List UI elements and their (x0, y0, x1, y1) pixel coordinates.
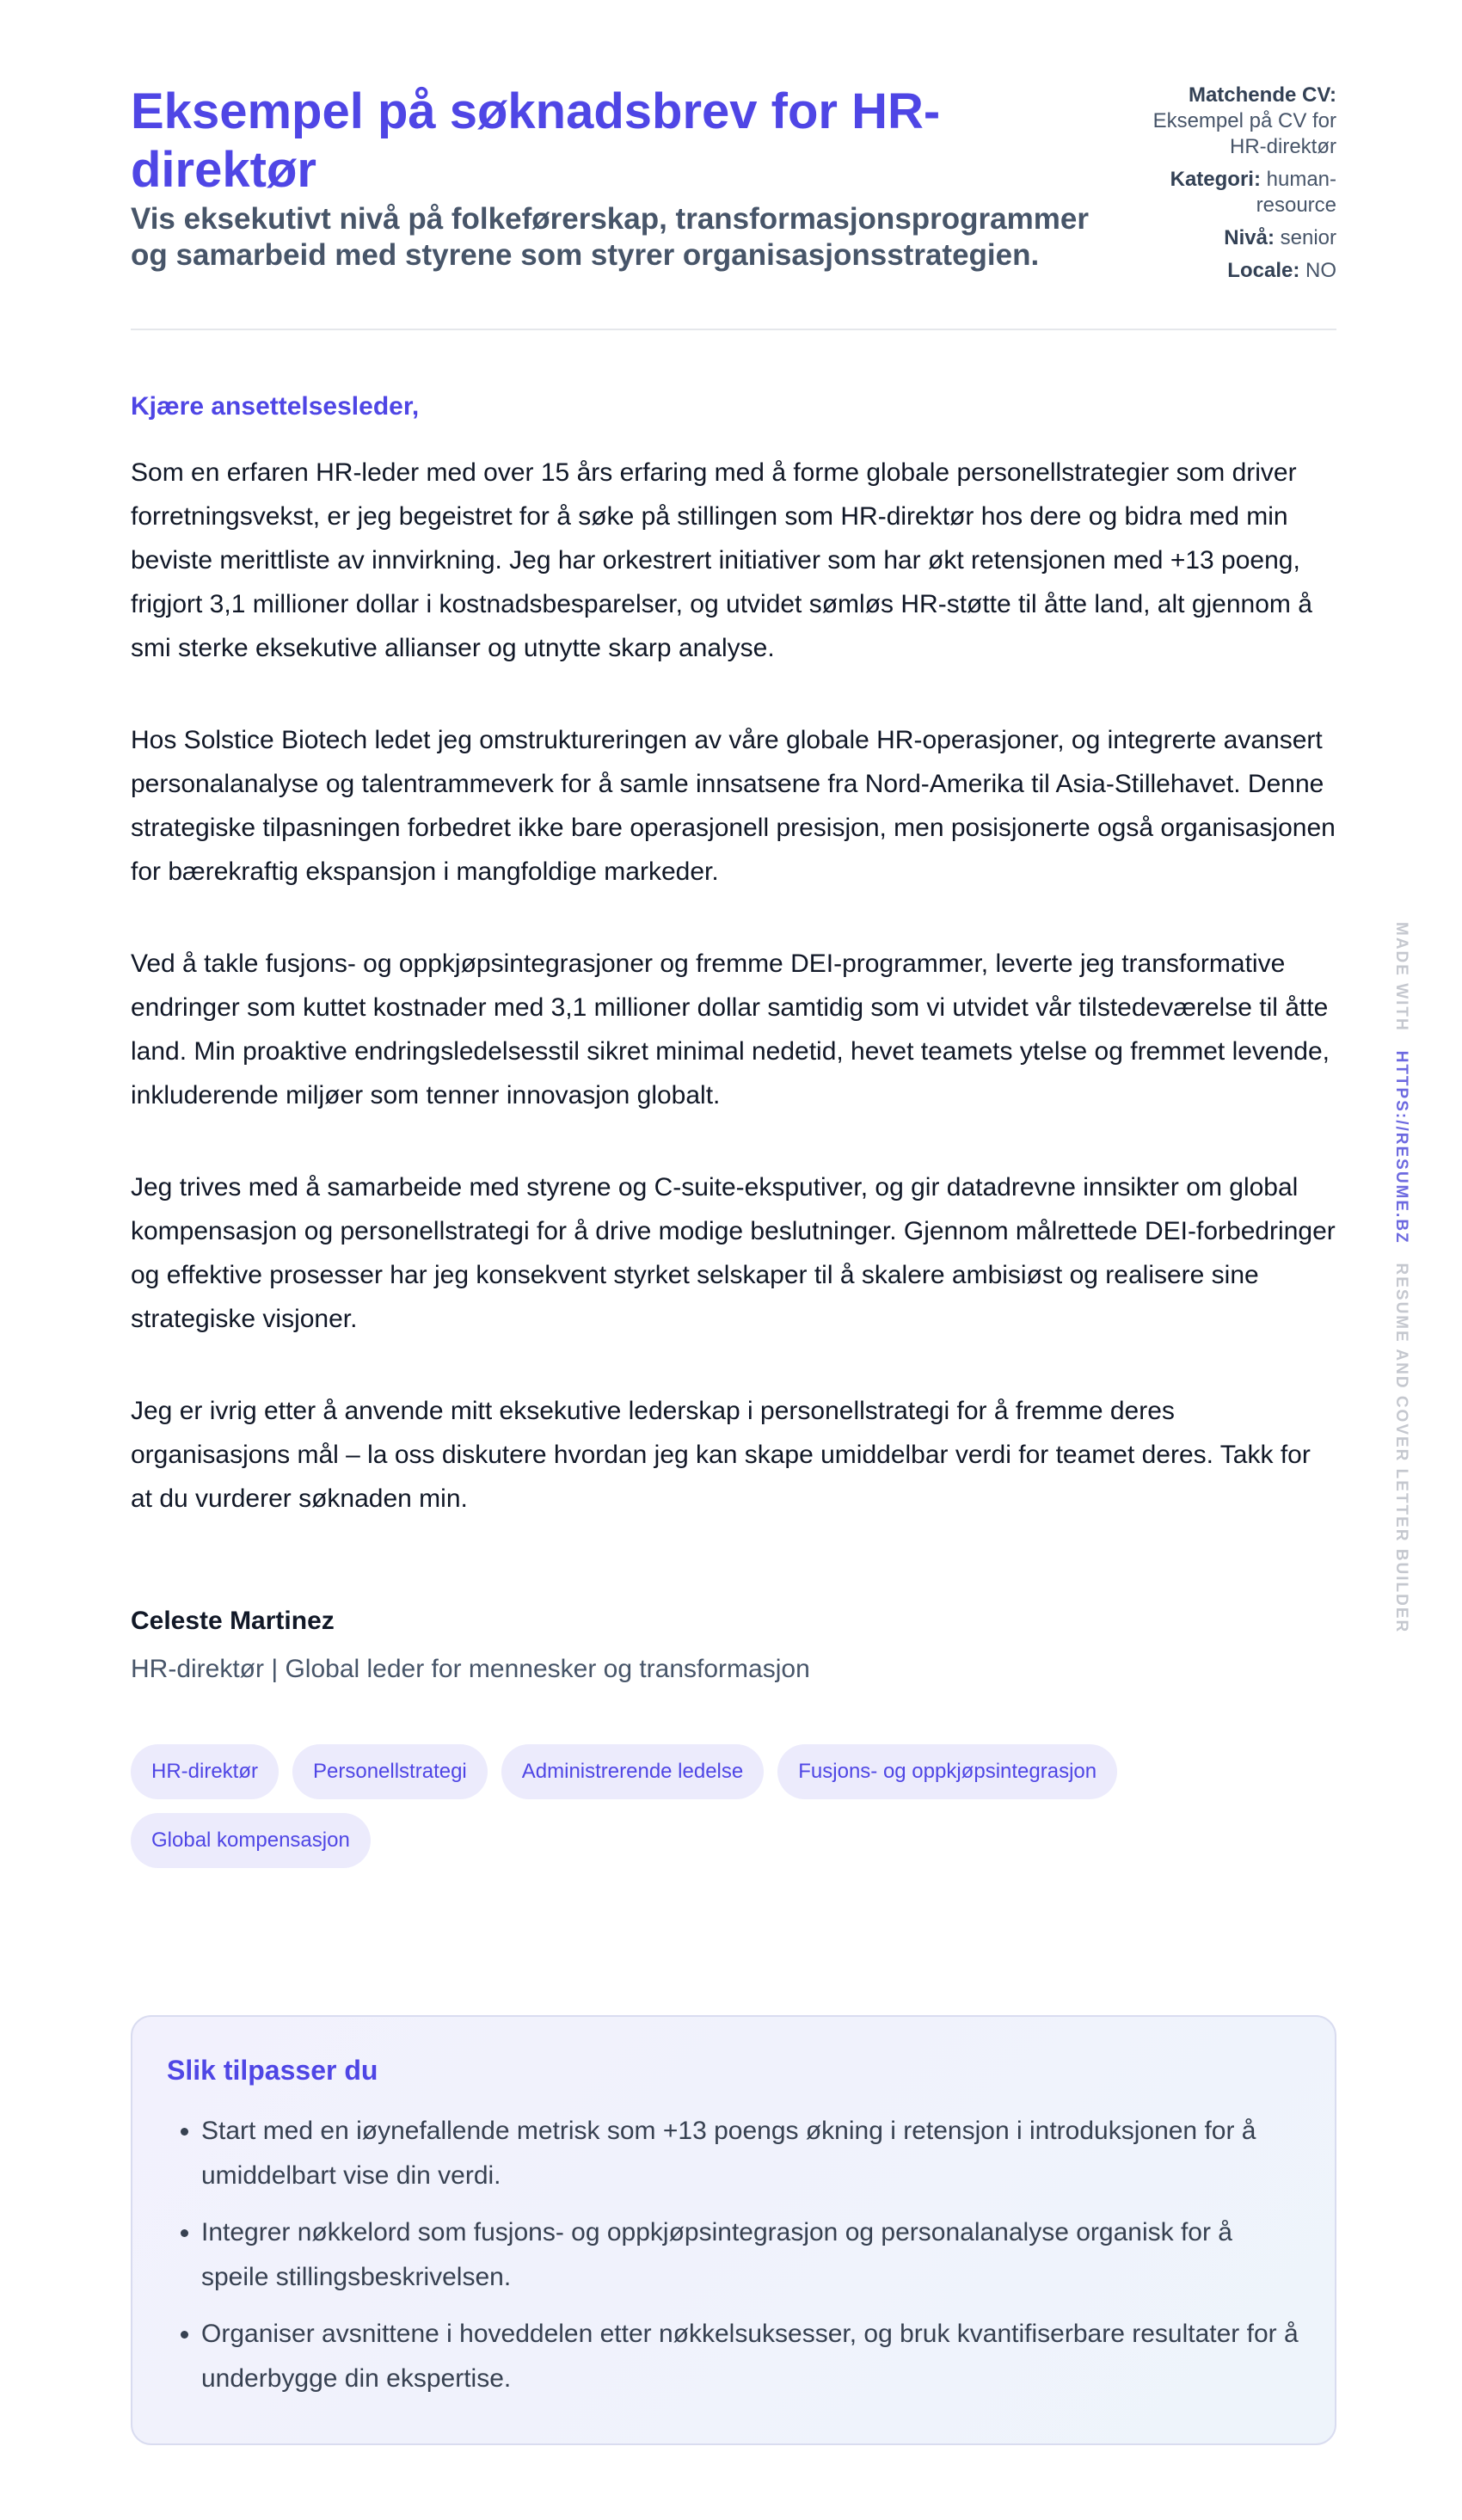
tag[interactable]: HR-direktør (131, 1744, 279, 1799)
paragraph: Hos Solstice Biotech ledet jeg omstruktureringen av våre globale HR-operasjoner, og integrerte avansert personalanalyse og talentrammeverk for å samle innsatsene fra Nord-Amerika til Asia-Stillehavet. Denne strategiske tilpasningen forbedret ikke bare operasjonell presisjon, men posisjonerte også organisasjonen for bærekraftig ekspansjon i mangfoldige markeder. (131, 726, 1336, 886)
watermark-link[interactable]: HTTPS://RESUME.BZ (1392, 1050, 1410, 1245)
cover-letter (131, 83, 1336, 1868)
tag[interactable]: Personellstrategi (292, 1744, 488, 1799)
page-header (131, 83, 1336, 330)
meta-locale-value: NO (1305, 259, 1336, 282)
meta-cv-link[interactable]: Eksempel på CV for HR-direktør (1152, 109, 1336, 158)
paragraph: Jeg trives med å samarbeide med styrene og C-suite-eksputiver, og gir datadrevne innsikter om global kompensasjon og personellstrategi for å drive modige beslutninger. Gjennom målrettede DEI-forbedringer og effektive prosesser har jeg konsekvent styrket selskaper til å skalere ambisiøst og realisere sine strategiske visjoner. (131, 1173, 1336, 1333)
paragraph: Ved å takle fusjons- og oppkjøpsintegrasjoner og fremme DEI-programmer, leverte jeg transformative endringer som kuttet kostnader med 3,1 millioner dollar samtidig som vi utvidet vår tilstedeværelse til åtte land. Min proaktive endringsledelsesstil sikret minimal nedetid, hevet teamets ytelse og fremmet levende, inkluderende miljøer som tenner innovasjon globalt. (131, 950, 1330, 1109)
tips-box (131, 2015, 1336, 2445)
meta-level-label: Nivå: (1224, 226, 1275, 249)
tips-list (167, 2109, 1300, 2401)
salutation: Kjære ansettelsesleder, (131, 392, 420, 421)
meta-category-label: Kategori: (1170, 168, 1261, 191)
tip-item: • Integrer nøkkelord som fusjons- og oppkjøpsintegrasjon og personalanalyse organisk for å speile stillingsbeskrivelsen. (201, 2210, 1300, 2300)
meta-panel (1130, 83, 1336, 291)
paragraph: Som en erfaren HR-leder med over 15 års erfaring med å forme globale personellstrategier som driver forretningsvekst, er jeg begeistret for å søke på stillingen som HR-direktør hos dere og bidra med min beviste merittliste av innvirkning. Jeg har orkestrert initiativer som har økt retensjonen med +13 poeng, frigjort 3,1 millioner dollar i kostnadsbesparelser, og utvidet sømløs HR-støtte til åtte land, alt gjennom å smi sterke eksekutive allianser og utnytte skarp analyse. (131, 458, 1312, 662)
meta-cv (1130, 83, 1336, 160)
signature-name: Celeste Martinez (131, 1607, 335, 1635)
watermark (1391, 922, 1410, 1633)
meta-category-value: human-resource (1256, 168, 1336, 217)
meta-locale-label: Locale: (1227, 259, 1300, 282)
meta-level-value: senior (1280, 226, 1336, 249)
page-subtitle: Vis eksekutivt nivå på folkeførerskap, transformasjonsprogrammer og samarbeid med styrene som styrer organisasjonsstrategien. (131, 202, 1089, 272)
watermark-prefix: MADE WITH (1392, 922, 1410, 1032)
tag[interactable]: Fusjons- og oppkjøpsintegrasjon (777, 1744, 1117, 1799)
meta-locale (1130, 258, 1336, 284)
tips-heading: Slik tilpasser du (167, 2055, 378, 2086)
signature-title: HR-direktør | Global leder for mennesker og transformasjon (131, 1655, 810, 1683)
tip-item: • Organiser avsnittene i hoveddelen etter nøkkelsuksesser, og bruk kvantifiserbare resultater for å underbygge din ekspertise. (201, 2312, 1300, 2401)
meta-category (1130, 167, 1336, 218)
watermark-suffix: RESUME AND COVER LETTER BUILDER (1392, 1263, 1410, 1634)
meta-level (1130, 225, 1336, 251)
tip-item: • Start med en iøynefallende metrisk som +13 poengs økning i retensjon i introduksjonen for å umiddelbart vise din verdi. (201, 2109, 1300, 2198)
letter-body (131, 451, 1336, 1521)
meta-cv-label: Matchende CV: (1188, 83, 1336, 107)
tag-list (131, 1744, 1249, 1868)
tag[interactable]: Administrerende ledelse (501, 1744, 764, 1799)
tag[interactable]: Global kompensasjon (131, 1813, 371, 1868)
paragraph: Jeg er ivrig etter å anvende mitt eksekutive lederskap i personellstrategi for å fremme deres organisasjons mål – la oss diskutere hvordan jeg kan skape umiddelbar verdi for teamet deres. Takk for at du vurderer søknaden min. (131, 1397, 1311, 1513)
page-title: Eksempel på søknadsbrev for HR-direktør (131, 83, 941, 198)
